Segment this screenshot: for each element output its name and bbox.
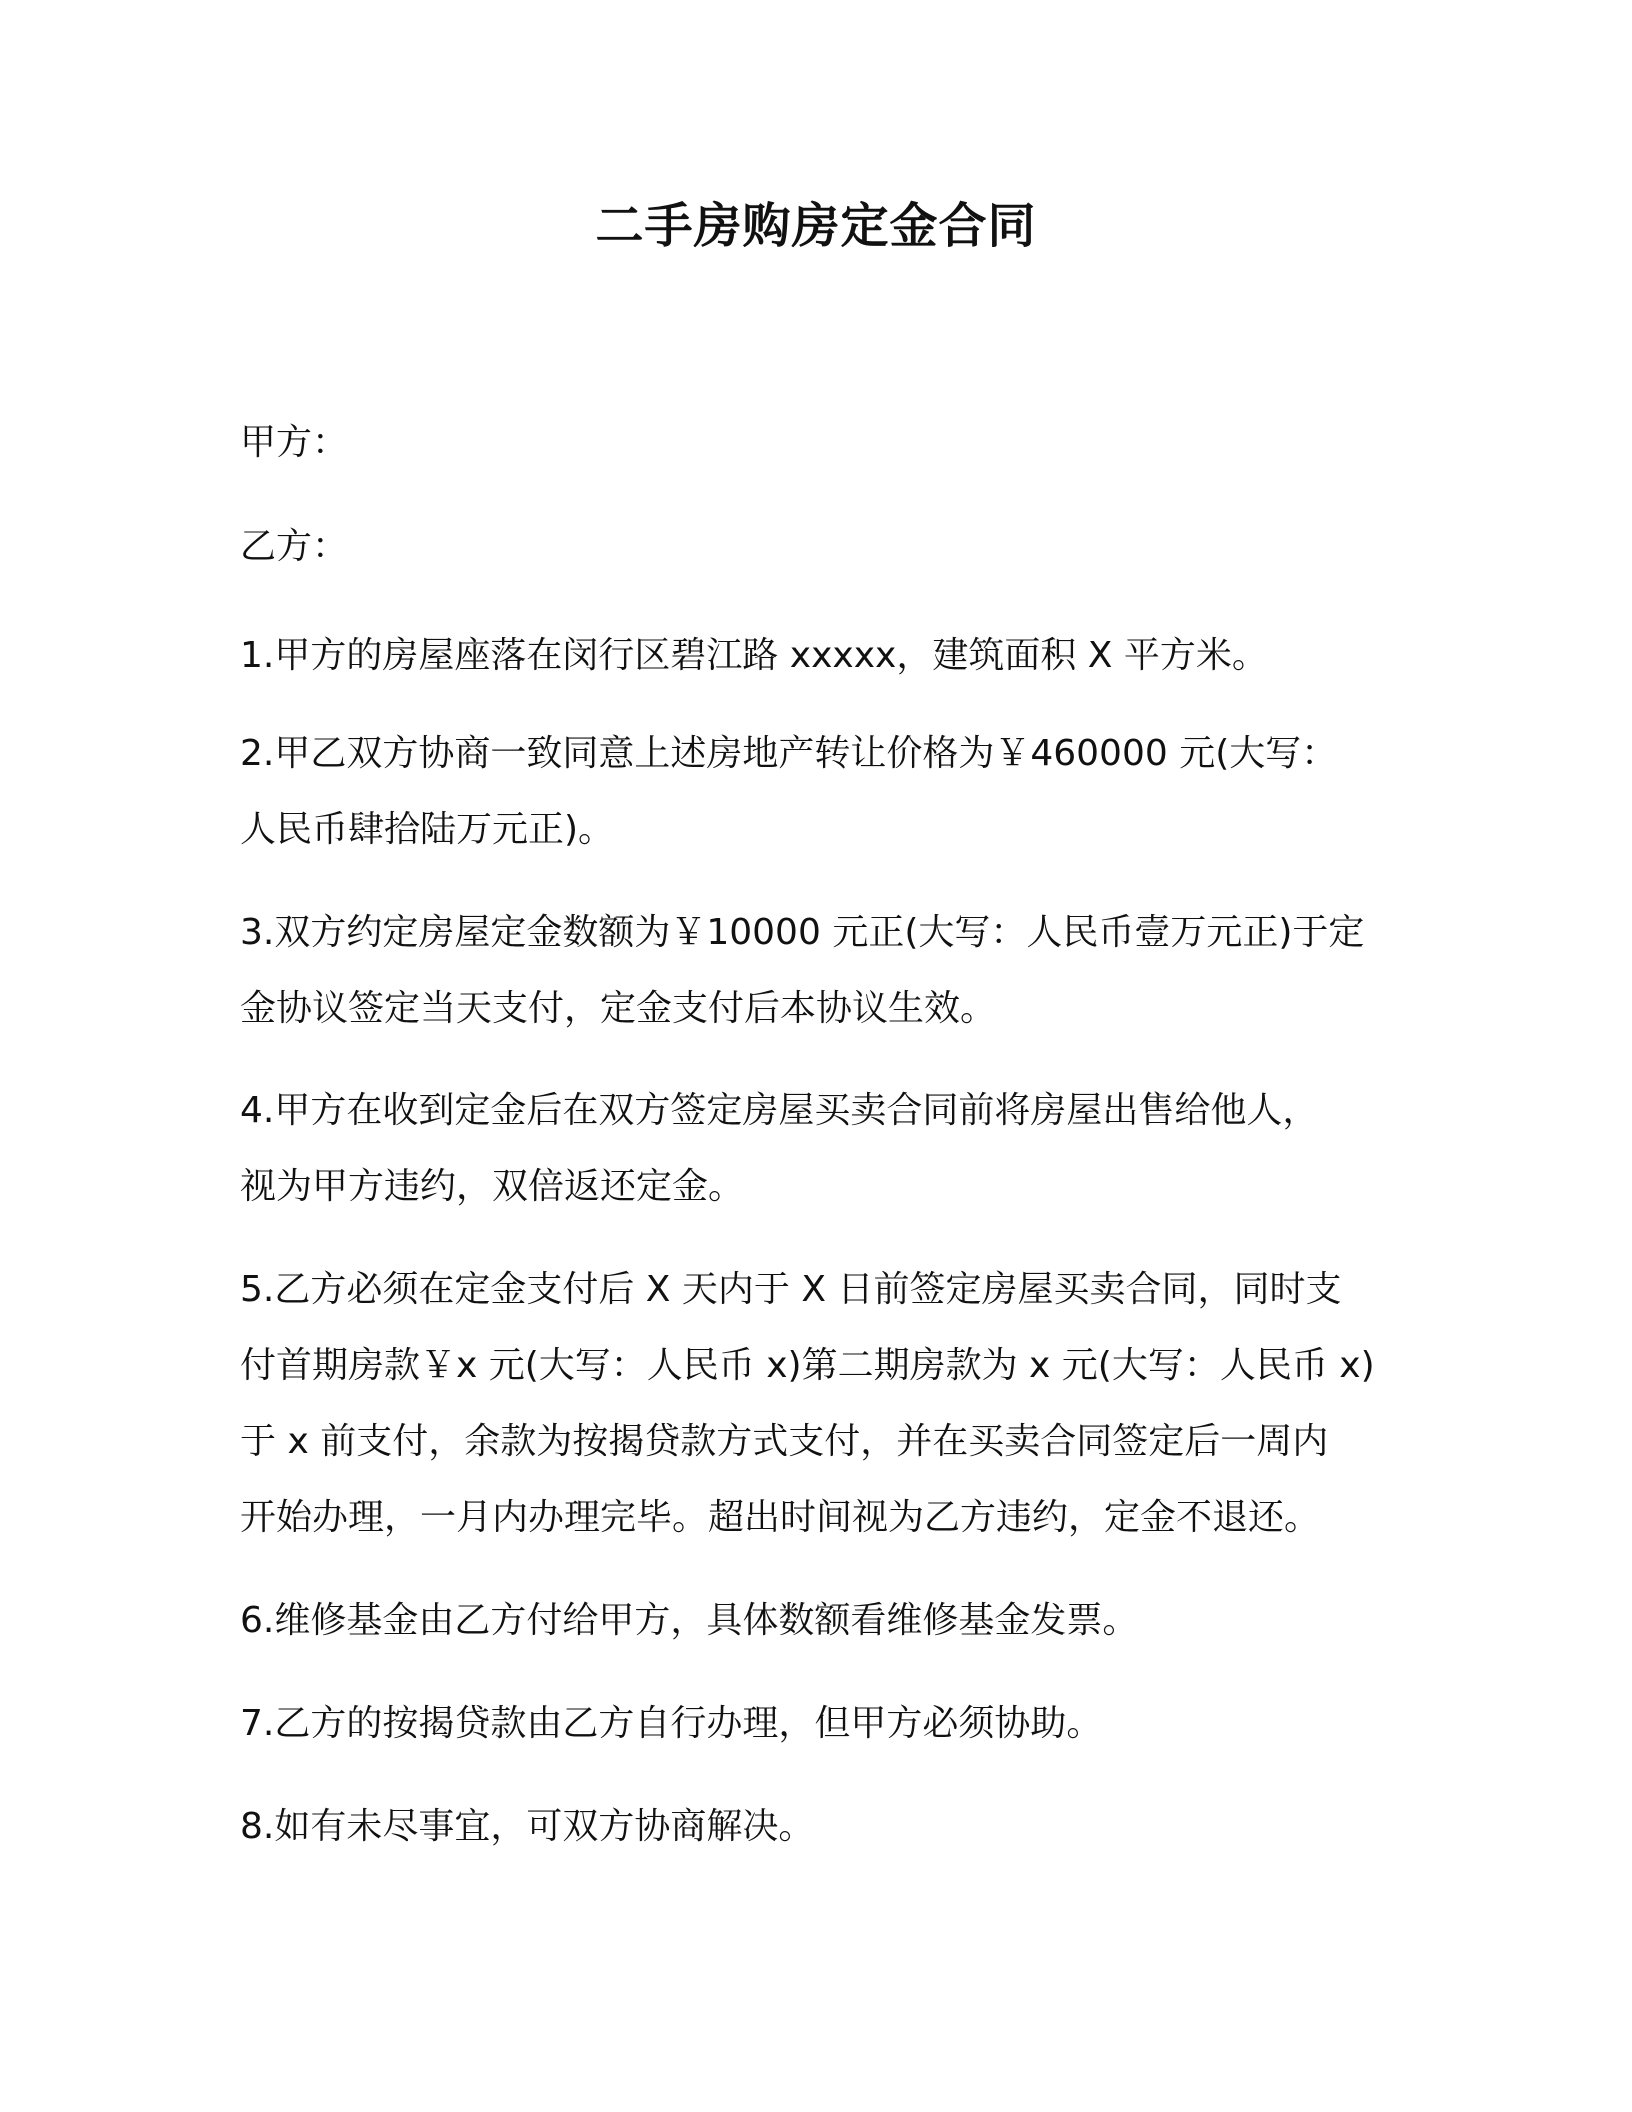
clause-1-line-1: 1.甲方的房屋座落在闵行区碧江路 xxxxx，建筑面积 X 平方米。: [240, 635, 1268, 676]
clause-4-line-1: 4.甲方在收到定金后在双方签定房屋买卖合同前将房屋出售给他人，: [240, 1090, 1319, 1131]
clause-6-line-1: 6.维修基金由乙方付给甲方，具体数额看维修基金发票。: [240, 1600, 1139, 1641]
clause-5-line-2: 付首期房款￥x 元(大写：人民币 x)第二期房款为 x 元(大写：人民币 x): [240, 1345, 1375, 1386]
clause-2-line-1: 2.甲乙双方协商一致同意上述房地产转让价格为￥460000 元(大写：: [240, 733, 1338, 774]
clause-8-line-1: 8.如有未尽事宜，可双方协商解决。: [240, 1806, 815, 1847]
clause-5-line-1: 5.乙方必须在定金支付后 X 天内于 X 日前签定房屋买卖合同，同时支: [240, 1269, 1342, 1310]
clause-7-line-1: 7.乙方的按揭贷款由乙方自行办理，但甲方必须协助。: [240, 1703, 1103, 1744]
clause-3-line-1: 3.双方约定房屋定金数额为￥10000 元正(大写：人民币壹万元正)于定: [240, 912, 1365, 953]
clause-3-line-2: 金协议签定当天支付，定金支付后本协议生效。: [240, 988, 997, 1029]
document-title: 二手房购房定金合同: [595, 198, 1037, 254]
party-a-label: 甲方：: [240, 422, 349, 463]
clause-2-line-2: 人民币肆拾陆万元正)。: [240, 809, 615, 850]
clause-5-line-4: 开始办理，一月内办理完毕。超出时间视为乙方违约，定金不退还。: [240, 1497, 1321, 1538]
party-b-label: 乙方：: [240, 526, 349, 567]
clause-4-line-2: 视为甲方违约，双倍返还定金。: [240, 1166, 745, 1207]
clause-5-line-3: 于 x 前支付，余款为按揭贷款方式支付，并在买卖合同签定后一周内: [240, 1421, 1329, 1462]
